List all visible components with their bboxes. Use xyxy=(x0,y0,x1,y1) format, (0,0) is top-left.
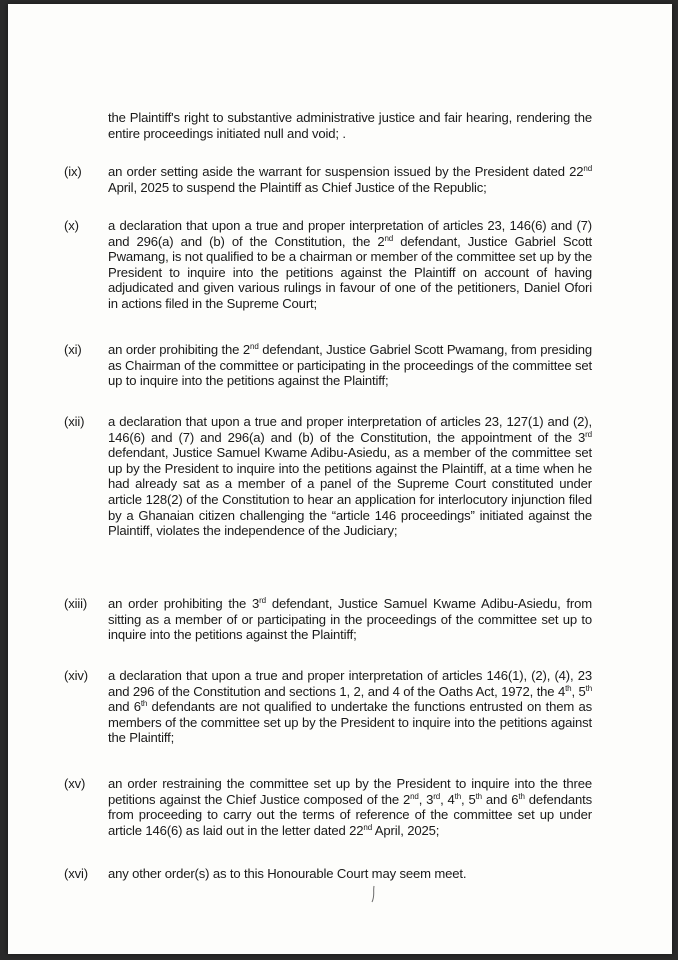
ordinal-suffix: rd xyxy=(433,791,441,801)
item-number: (xiv) xyxy=(64,668,88,683)
item-number: (x) xyxy=(64,218,79,233)
text-run: a declaration that upon a true and proper interpretation of articles 23, 146(6) and (7) and 296(a) and (b) of the Constitution, the 2 xyxy=(108,218,592,249)
ordinal-suffix: nd xyxy=(384,233,394,243)
text-run: defendants from proceeding to carry out the terms of reference of the committee set up under article 146(6) as laid out in the letter dated 22 xyxy=(108,791,592,838)
text-run: , 4 xyxy=(440,791,455,807)
item-text xyxy=(108,866,592,882)
text-run: an order prohibiting the 3 xyxy=(108,596,260,611)
text-run: any other order(s) as to this Honourable Court may seem meet. xyxy=(108,866,467,881)
item-number: (xvi) xyxy=(64,866,88,881)
text-run: a declaration that upon a true and proper interpretation of articles 146(1), (2), (4), 23 and 296 of the Constitution and sections 1, 2, and 4 of the Oaths Act, 1972, the 4 xyxy=(108,668,592,699)
item-number: (xii) xyxy=(64,414,85,429)
ordinal-suffix: th xyxy=(565,683,572,693)
ordinal-suffix: th xyxy=(454,791,462,801)
document-page xyxy=(8,4,672,954)
item-text xyxy=(108,414,592,539)
text-run: an order setting aside the warrant for suspension issued by the President dated 22 xyxy=(108,164,584,179)
ordinal-suffix: th xyxy=(475,791,482,801)
ordinal-suffix: nd xyxy=(583,164,592,173)
text-run: defendant, Justice Gabriel Scott Pwamang, from presiding as Chairman of the committee or participating in the proceedings of the committee set up to inquire into the petitions against the Plaintiff; xyxy=(108,342,592,389)
item-number: (ix) xyxy=(64,164,82,179)
text-run: April, 2025; xyxy=(372,822,440,838)
text-run: an order restraining the committee set up by the President to inquire into the three petitions against the Chief Justice composed of the 2 xyxy=(108,776,592,807)
ordinal-suffix: nd xyxy=(250,342,259,351)
text-run: defendant, Justice Gabriel Scott Pwamang, is not qualified to be a chairman or member of the committee set up by the President to inquire into the petitions against the Plaintiff on account of having adjudicated and given various rulings in favour of one of the petitioners, Daniel Ofori in actions filed in the Supreme Court; xyxy=(108,233,592,311)
item-number: (xv) xyxy=(64,776,86,791)
item-number: (xi) xyxy=(64,342,82,357)
text-run: a declaration that upon a true and proper interpretation of articles 23, 127(1) and (2), 146(6) and (7) and 296(a) and (b) of the Constitution, the appointment of the 3 xyxy=(108,414,592,445)
text-run: , 5 xyxy=(571,683,586,699)
text-run: and 6 xyxy=(108,699,141,715)
ordinal-suffix: nd xyxy=(410,791,419,801)
ordinal-suffix: th xyxy=(585,683,593,693)
text-run: , 5 xyxy=(461,791,476,807)
item-text xyxy=(108,776,592,838)
item-text xyxy=(108,342,592,389)
text-run: an order prohibiting the 2 xyxy=(108,342,251,357)
text-run: defendant, Justice Samuel Kwame Adibu-Asiedu, from sitting as a member of or participating in the proceedings of the committee set up to inquire into the petitions against the Plaintiff; xyxy=(108,596,592,643)
item-number: (xiii) xyxy=(64,596,88,611)
item-text xyxy=(108,164,592,195)
item-text xyxy=(108,218,592,312)
text-run: defendant, Justice Samuel Kwame Adibu-Asiedu, as a member of the committee set up by the President to inquire into the petitions against the Plaintiff, at a time when he had already sat as a member of a panel of the Supreme Court constituted under article 128(2) of the Constitution to hear an application for interlocutory injunction filed by a Ghanaian citizen challenging the “article 146 proceedings” initiated against the Plaintiff, violates the independence of the Judiciary; xyxy=(108,445,592,539)
continuation-paragraph: the Plaintiff's right to substantive administrative justice and fair hearing, rendering the entire proceedings initiated null and void; . xyxy=(108,110,592,141)
text-run: and 6 xyxy=(481,791,519,807)
text-run: , 3 xyxy=(418,791,434,807)
ordinal-suffix: nd xyxy=(363,822,373,832)
pen-mark xyxy=(364,884,384,906)
ordinal-suffix: th xyxy=(140,699,148,709)
ordinal-suffix: rd xyxy=(585,429,592,439)
text-run: defendants are not qualified to undertake the functions entrusted on them as members of the committee set up by the President to inquire into the petitions against the Plaintiff; xyxy=(108,699,592,746)
ordinal-suffix: rd xyxy=(259,596,266,605)
text-run: April, 2025 to suspend the Plaintiff as Chief Justice of the Republic; xyxy=(108,179,487,195)
item-text xyxy=(108,596,592,643)
item-text xyxy=(108,668,592,746)
ordinal-suffix: th xyxy=(518,791,525,801)
